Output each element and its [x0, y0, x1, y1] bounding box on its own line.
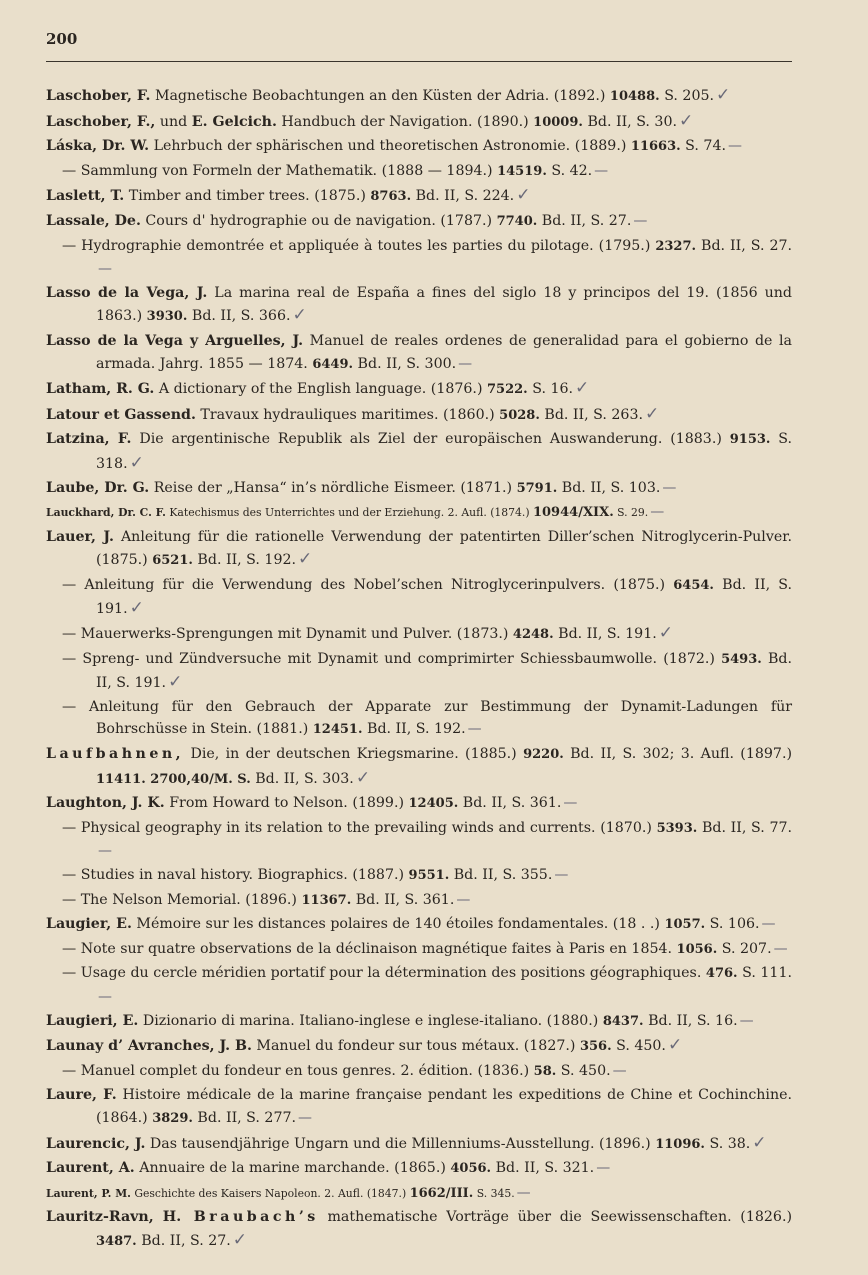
catalog-entry: [46, 235, 792, 281]
entry-author: Laugier, E.: [46, 916, 132, 933]
entry-reference: Bd. II, S. 103.: [557, 479, 661, 496]
entry-title: Manuel complet du fondeur en tous genres. 2. édition. (1836.): [80, 1062, 534, 1079]
entry-number: 12451.: [312, 722, 363, 738]
catalog-entry: [46, 160, 792, 184]
catalog-entry: [46, 1182, 792, 1206]
entry-spaced-title: Braubach’s: [181, 1209, 319, 1226]
entry-title: Travaux hydrauliques maritimes. (1860.): [195, 406, 500, 423]
checkmark-icon: ✓: [667, 1035, 683, 1056]
entry-number: 356.: [579, 1039, 612, 1055]
entry-number: 6521.: [152, 553, 193, 569]
entry-reference: Bd. II, S. 77.: [697, 819, 793, 836]
ditto-dash: —: [62, 867, 81, 883]
catalog-entry: [46, 696, 792, 742]
dash-mark-icon: —: [554, 867, 569, 883]
dash-mark-icon: —: [650, 504, 665, 521]
entry-title: Anleitung für die Verwendung des Nobel’schen Nitroglycerinpulvers. (1875.): [84, 576, 674, 593]
dash-mark-icon: —: [773, 940, 788, 957]
entry-reference: Bd. II, S. 303.: [250, 770, 354, 787]
dash-mark-icon: —: [98, 988, 112, 1005]
catalog-entry: [46, 1034, 792, 1059]
entry-author: Laure, F.: [46, 1087, 117, 1104]
entry-author: Laurent, A.: [46, 1160, 135, 1177]
header-rule: [46, 61, 792, 62]
dash-mark-icon: —: [739, 1012, 754, 1029]
catalog-entry: [46, 84, 792, 109]
entry-reference: S. 74.: [680, 138, 726, 155]
entry-reference: S. 450.: [611, 1038, 666, 1055]
checkmark-icon: ✓: [716, 85, 731, 105]
entry-number: 10009.: [533, 114, 583, 130]
catalog-entry: [46, 864, 792, 888]
entry-reference: S. 205.: [659, 88, 715, 104]
entry-author: Laurent, P. M.: [46, 1186, 131, 1200]
catalog-entry: [46, 938, 792, 962]
entry-number: 7522.: [487, 382, 528, 398]
entry-reference: Bd. II, S. 27.: [136, 1232, 231, 1249]
entry-title: Hydrographie demontrée et appliquée à toutes les parties du pilotage. (1795.): [81, 237, 656, 254]
entry-author: Laschober, F.: [46, 88, 151, 104]
entry-number: 11096.: [655, 1136, 705, 1152]
entry-number: 4248.: [512, 627, 554, 643]
entry-reference: Bd. II, S. 191.: [553, 626, 657, 643]
entry-author: Laurencic, J.: [46, 1135, 146, 1152]
entry-title: Magnetische Beobachtungen an den Küsten der Adria. (1892.): [150, 88, 610, 104]
entry-reference: S. 111.: [737, 965, 792, 982]
entry-reference: Bd. II, S. 16.: [643, 1012, 738, 1029]
ditto-dash: —: [62, 965, 81, 982]
catalog-entry: [46, 501, 792, 525]
entry-text: und: [155, 113, 192, 130]
checkmark-icon: ✓: [129, 598, 144, 619]
entry-title: Cours d' hydrographie ou de navigation. (1787.): [140, 212, 497, 229]
catalog-entry: [46, 1132, 792, 1157]
entry-reference: Bd. II, S. 361.: [351, 891, 455, 908]
entry-reference: Bd. II, S. 277.: [192, 1109, 297, 1126]
entry-reference: Bd. II, S. 191.: [96, 650, 793, 692]
entry-title: A dictionary of the English language. (1876.): [154, 381, 487, 398]
ditto-dash: —: [62, 576, 85, 593]
entry-author: Latham, R. G.: [46, 381, 155, 398]
entry-title: Reise der „Hansa“ in’s nördliche Eismeer. (1871.): [149, 479, 517, 496]
catalog-entry: [46, 1010, 792, 1034]
entry-reference: Bd. II, S. 192.: [192, 552, 297, 569]
dash-mark-icon: —: [594, 162, 609, 179]
entry-author: Lassale, De.: [46, 212, 141, 229]
entry-number: 7740.: [496, 213, 538, 229]
entry-number: 476.: [705, 966, 738, 982]
catalog-entry: [46, 1060, 792, 1084]
entry-number: 9153.: [729, 432, 771, 448]
entry-number: 5393.: [656, 820, 698, 836]
entry-reference: Bd. II, S. 263.: [539, 406, 643, 423]
checkmark-icon: ✓: [752, 1132, 767, 1153]
dash-mark-icon: —: [458, 355, 473, 372]
entry-title: Die, in der deutschen Kriegsmarine. (1885.): [184, 746, 524, 763]
entry-author: Lasso de la Vega y Arguelles, J.: [46, 332, 304, 349]
dash-mark-icon: —: [467, 721, 482, 738]
catalog-entry: [46, 648, 792, 695]
catalog-entry: [46, 574, 792, 621]
entry-title: Geschichte des Kaisers Napoleon. 2. Aufl. (1847.): [130, 1186, 410, 1200]
catalog-entry: [46, 477, 792, 501]
entry-reference: Bd. II, S. 27.: [537, 212, 632, 229]
catalog-entry: [46, 962, 792, 1008]
checkmark-icon: ✓: [516, 185, 531, 206]
checkmark-icon: ✓: [292, 305, 307, 326]
checkmark-icon: ✓: [168, 672, 183, 693]
entry-title: The Nelson Memorial. (1896.): [80, 891, 302, 908]
entry-reference: S. 345.: [473, 1186, 515, 1200]
entry-title: Mauerwerks-Sprengungen mit Dynamit und Pulver. (1873.): [80, 626, 513, 643]
entry-author: Lauritz-Ravn, H.: [46, 1209, 182, 1226]
entry-author: Laslett, T.: [46, 188, 125, 205]
page-number: 200: [46, 30, 78, 48]
ditto-dash: —: [62, 940, 81, 957]
entry-author: Láska, Dr. W.: [46, 138, 150, 155]
entry-reference: S. 42.: [546, 162, 593, 179]
entry-title: Usage du cercle méridien portatif pour la détermination des positions géographiques.: [80, 965, 706, 982]
entry-title: Manuel du fondeur sur tous métaux. (1827.): [251, 1038, 580, 1055]
entry-title: Spreng- und Zündversuche mit Dynamit und comprimirter Schiessbaumwolle. (1872.): [82, 650, 722, 667]
entry-number: 11367.: [301, 892, 352, 908]
entry-title: Das tausendjährige Ungarn und die Millenniums-Ausstellung. (1896.): [145, 1135, 656, 1152]
ditto-dash: —: [62, 162, 81, 179]
entry-reference: Bd. II, S. 302; 3. Aufl. (1897.): [563, 746, 792, 763]
entry-title: Sammlung von Formeln der Mathematik. (1888 — 1894.): [80, 162, 498, 179]
dash-mark-icon: —: [298, 1109, 313, 1126]
entry-title: Mémoire sur les distances polaires de 140 étoiles fondamentales. (18 . .): [131, 916, 665, 933]
entry-reference: Bd. II, S. 300.: [353, 355, 457, 372]
catalog-entry: [46, 1084, 792, 1130]
checkmark-icon: ✓: [644, 403, 660, 424]
ditto-dash: —: [62, 819, 81, 836]
entry-number: 10488.: [609, 89, 660, 104]
ditto-dash: —: [62, 1062, 81, 1079]
checkmark-icon: ✓: [298, 549, 313, 570]
entry-number: 8763.: [370, 189, 412, 205]
catalog-entry: [46, 792, 792, 816]
catalog-entry: [46, 403, 792, 428]
entry-number: 58.: [533, 1063, 557, 1079]
entry-author: Lasso de la Vega, J.: [46, 284, 208, 301]
entry-number: 1057.: [664, 917, 706, 933]
entry-number: 3930.: [146, 309, 188, 325]
catalog-entry: [46, 817, 792, 863]
entry-author: Lauer, J.: [46, 528, 114, 545]
entry-reference: Bd. II, S. 191.: [96, 576, 793, 618]
catalog-entry: [46, 622, 792, 647]
entry-author: Laufbahnen,: [46, 746, 185, 763]
dash-mark-icon: —: [596, 1160, 611, 1177]
checkmark-icon: ✓: [679, 110, 694, 131]
entry-author: Launay d’ Avranches, J. B.: [46, 1038, 252, 1055]
entry-reference: Bd. II, S. 321.: [491, 1160, 595, 1177]
entry-number: 3829.: [152, 1110, 193, 1126]
entry-reference: S. 450.: [556, 1062, 611, 1079]
entry-title: Studies in naval history. Biographics. (1887.): [80, 867, 409, 883]
entry-title: La marina real de España a fines del siglo 18 y principos del 19. (1856 und 1863.): [96, 284, 792, 325]
entry-title: Dizionario di marina. Italiano-inglese e inglese-italiano. (1880.): [138, 1012, 603, 1029]
catalog-entry: [46, 282, 792, 329]
entry-number: 6449.: [312, 356, 354, 372]
entry-title: Manuel de reales ordenes de generalidad para el gobierno de la armada. Jahrg. 1855 — 1874.: [96, 332, 793, 372]
checkmark-icon: ✓: [575, 378, 590, 399]
entry-reference: S. 106.: [705, 916, 760, 933]
entry-author: Laschober, F.,: [46, 113, 156, 130]
dash-mark-icon: —: [563, 795, 578, 812]
catalog-entry: [46, 889, 792, 913]
dash-mark-icon: —: [612, 1062, 627, 1079]
entry-number: 12405.: [408, 796, 459, 812]
entry-author: Latzina, F.: [46, 431, 132, 448]
entry-title: Annuaire de la marine marchande. (1865.): [134, 1160, 451, 1177]
entry-title: Lehrbuch der sphärischen und theoretischen Astronomie. (1889.): [149, 138, 631, 155]
entry-reference: S. 29.: [613, 506, 649, 520]
ditto-dash: —: [62, 698, 89, 715]
entry-number: 1662/III.: [409, 1185, 474, 1201]
entry-reference: Bd. II, S. 192.: [362, 721, 466, 738]
catalog-entry: [46, 330, 792, 376]
dash-mark-icon: —: [98, 843, 112, 860]
entry-title: Anleitung für die rationelle Verwendung der patentirten Diller’schen Nitroglycerin-Pulver. (1875.): [96, 528, 792, 569]
catalog-entry: [46, 377, 792, 402]
entry-title: Note sur quatre observations de la déclinaison magnétique faites à Paris en 1854.: [80, 940, 677, 957]
checkmark-icon: ✓: [355, 767, 371, 788]
entry-number: 11663.: [630, 139, 681, 155]
catalog-entry: [46, 184, 792, 209]
entry-reference: S. 38.: [704, 1135, 751, 1152]
ditto-dash: —: [62, 650, 83, 667]
entry-number: 14519.: [497, 163, 547, 179]
entry-title: From Howard to Nelson. (1899.): [164, 795, 409, 812]
entry-author: Latour et Gassend.: [46, 406, 196, 423]
catalog-entry: [46, 743, 792, 791]
entry-title: Katechismus des Unterrichtes und der Erziehung. 2. Aufl. (1874.): [165, 506, 533, 520]
checkmark-icon: ✓: [658, 623, 673, 644]
entry-number: 5028.: [499, 407, 540, 423]
entry-number: 2327.: [655, 238, 697, 254]
entry-number: 6454.: [673, 577, 714, 593]
entry-number: 3487.: [96, 1233, 137, 1249]
entry-reference: Bd. II, S. 355.: [449, 867, 553, 883]
entry-number: 5791.: [516, 480, 558, 496]
dash-mark-icon: —: [98, 261, 112, 278]
entry-reference: Bd. II, S. 361.: [458, 795, 562, 812]
catalog-entry: [46, 110, 792, 135]
checkmark-icon: ✓: [129, 452, 144, 473]
dash-mark-icon: —: [633, 212, 648, 229]
ditto-dash: —: [62, 891, 81, 908]
dash-mark-icon: —: [516, 1184, 531, 1201]
catalog-entries: [46, 84, 792, 1255]
catalog-entry: [46, 210, 792, 234]
catalog-entry: [46, 1206, 792, 1253]
entry-title: Physical geography in its relation to the prevailing winds and currents. (1870.): [80, 819, 657, 836]
checkmark-icon: ✓: [232, 1229, 248, 1250]
entry-title: Histoire médicale de la marine française pendant les expeditions de Chine et Cochinchine. (1864.): [96, 1087, 792, 1126]
catalog-entry: [46, 1157, 792, 1181]
dash-mark-icon: —: [761, 916, 776, 933]
entry-number: 11411. 2700,40/M. S.: [96, 771, 251, 787]
catalog-entry: [46, 135, 792, 159]
entry-title: Timber and timber trees. (1875.): [124, 188, 371, 205]
entry-number: 1056.: [676, 941, 718, 957]
entry-reference: S. 318.: [96, 431, 793, 472]
entry-title: Die argentinische Republik als Ziel der europäischen Auswanderung. (1883.): [131, 431, 730, 448]
entry-reference: Bd. II, S. 30.: [582, 113, 677, 130]
catalog-entry: [46, 913, 792, 937]
entry-author: Laugieri, E.: [46, 1012, 139, 1029]
entry-number: 4056.: [450, 1161, 492, 1177]
entry-number: 10944/XIX.: [532, 505, 614, 521]
dash-mark-icon: —: [662, 479, 677, 496]
entry-reference: Bd. II, S. 224.: [411, 188, 515, 205]
entry-title: Anleitung für den Gebrauch der Apparate zur Bestimmung der Dynamit-Ladungen für Bohrschüsse in Stein. (1881.): [88, 698, 792, 738]
catalog-entry: [46, 428, 792, 475]
entry-reference: Bd. II, S. 366.: [187, 308, 291, 325]
entry-author: Laughton, J. K.: [46, 795, 165, 812]
entry-reference: Bd. II, S. 27.: [696, 237, 793, 254]
entry-number: 5493.: [721, 651, 762, 667]
entry-author: Laube, Dr. G.: [46, 479, 150, 496]
entry-title: Handbuch der Navigation. (1890.): [276, 113, 534, 130]
entry-number: 9551.: [408, 868, 450, 883]
entry-author: Lauckhard, Dr. C. F.: [46, 506, 166, 520]
entry-title: mathematische Vorträge über die Seewissenschaften. (1826.): [318, 1209, 792, 1226]
entry-coauthor: E. Gelcich.: [191, 113, 277, 130]
dash-mark-icon: —: [727, 138, 742, 155]
ditto-dash: —: [62, 626, 81, 643]
catalog-entry: [46, 526, 792, 573]
entry-reference: S. 16.: [527, 381, 574, 398]
entry-number: 9220.: [523, 747, 564, 763]
ditto-dash: —: [62, 237, 82, 254]
entry-number: 8437.: [602, 1013, 644, 1029]
dash-mark-icon: —: [456, 891, 471, 908]
entry-reference: S. 207.: [717, 940, 772, 957]
